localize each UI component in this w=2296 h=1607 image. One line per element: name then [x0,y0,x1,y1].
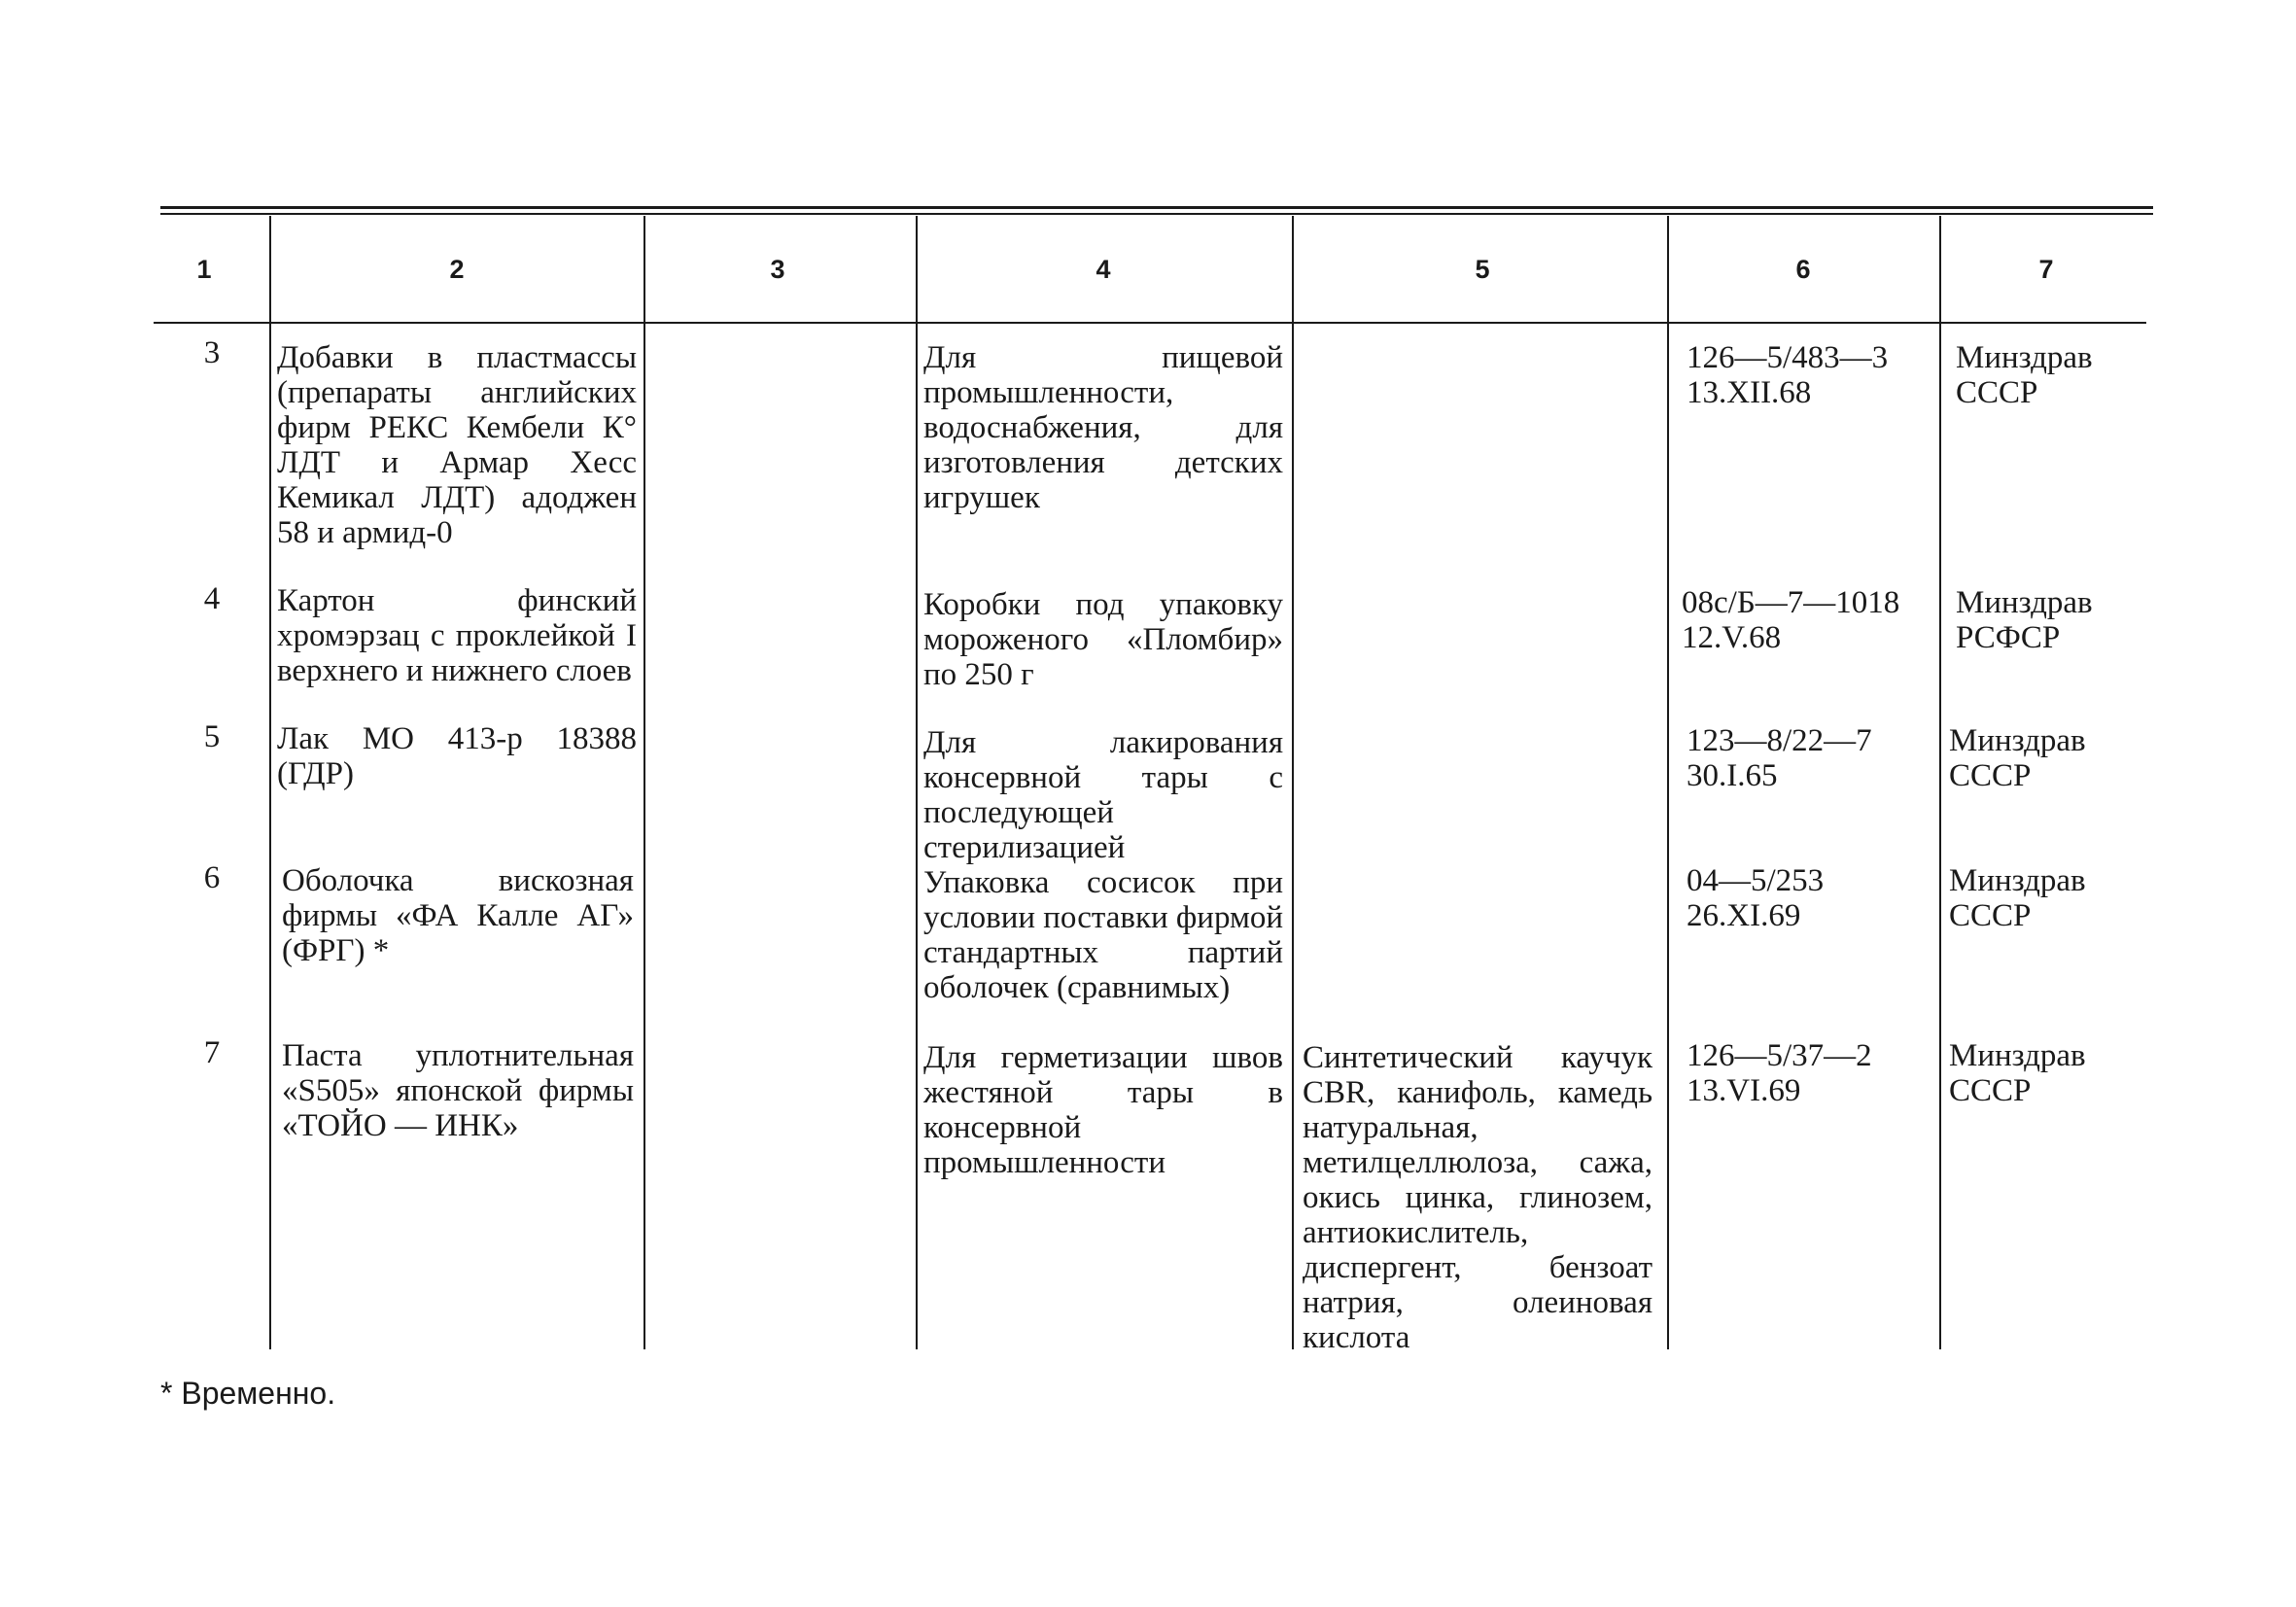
item-purpose: Для лакирования консервной тары с последующей стерилизацией [923,725,1283,865]
table-top-rule [160,206,2153,209]
column-divider [644,216,645,1349]
item-purpose: Для герметизации швов жестяной тары в консервной промышленности [923,1040,1283,1180]
column-header-5: 5 [1475,255,1490,284]
item-purpose: Упаковка сосисок при условии поставки фирмой стандартных партий оболочек (сравнимых) [923,865,1283,1005]
row-number: 6 [203,860,221,895]
item-composition: Синтетический каучук CBR, канифоль, камедь натуральная, метилцеллюлоза, сажа, окись цинка, глинозем, антиокислитель, диспергент, бензоат натрия, олеиновая кислота [1303,1040,1652,1355]
column-divider [1939,216,1941,1349]
row-number: 5 [203,719,221,754]
column-divider [916,216,918,1349]
item-purpose: Для пищевой промышленности, водоснабжения, для изготовления детских игрушек [923,340,1283,515]
column-divider [1292,216,1294,1349]
row-number: 3 [203,335,221,370]
item-name: Добавки в пластмассы (препараты английских фирм РЕКС Кембели К° ЛДТ и Армар Хесс Кемикал ЛДТ) адоджен 58 и армид-0 [277,340,637,550]
column-divider [1667,216,1669,1349]
column-header-3: 3 [770,255,785,284]
column-header-2: 2 [449,255,465,284]
issuing-authority: Минздрав СССР [1956,340,2093,410]
table-top-rule-secondary [160,213,2153,215]
issuing-authority: Минздрав РСФСР [1956,585,2093,655]
issuing-authority: Минздрав СССР [1949,863,2086,933]
column-divider [269,216,271,1349]
item-name: Картон финский хромэрзац с проклейкой I верхнего и нижнего слоев [277,583,637,688]
permit-document: 123—8/22—7 30.I.65 [1687,723,1872,793]
column-header-4: 4 [1096,255,1111,284]
footnote: * Временно. [160,1376,336,1411]
item-name: Оболочка вискозная фирмы «ФА Калле АГ» (ФРГ) * [282,863,634,968]
item-name: Лак МО 413-р 18388 (ГДР) [277,721,637,791]
row-number: 4 [203,581,221,616]
column-header-1: 1 [196,255,212,284]
row-number: 7 [203,1035,221,1070]
permit-document: 04—5/253 26.XI.69 [1687,863,1825,933]
permit-document: 08с/Б—7—1018 12.V.68 [1682,585,1900,655]
column-header-6: 6 [1795,255,1811,284]
permit-document: 126—5/483—3 13.XII.68 [1687,340,1889,410]
column-header-7: 7 [2038,255,2054,284]
issuing-authority: Минздрав СССР [1949,1038,2086,1108]
permit-document: 126—5/37—2 13.VI.69 [1687,1038,1872,1108]
issuing-authority: Минздрав СССР [1949,723,2086,793]
item-purpose: Коробки под упаковку мороженого «Пломбир» по 250 г [923,587,1283,692]
item-name: Паста уплотнительная «S505» японской фирмы «ТОЙО — ИНК» [282,1038,634,1143]
table-header-rule [154,322,2146,324]
